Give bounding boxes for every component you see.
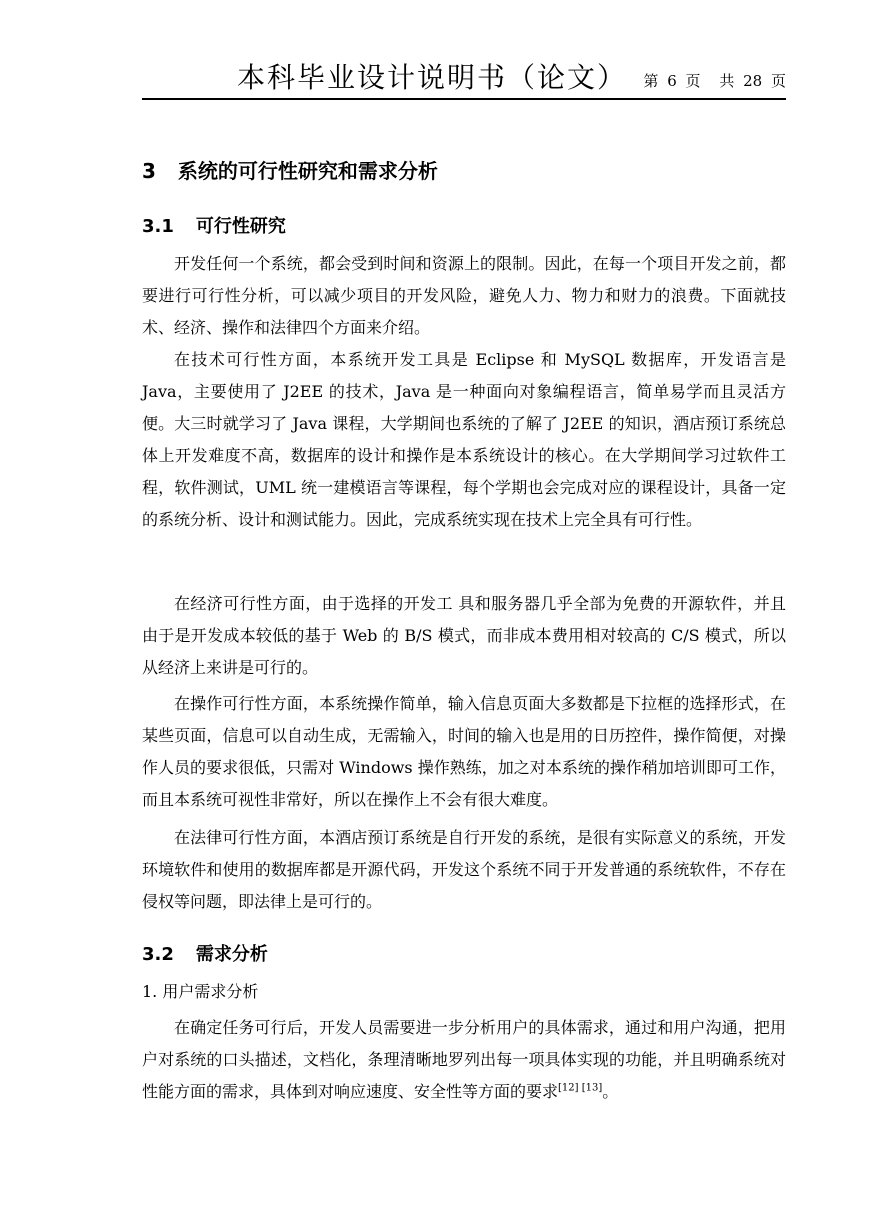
header-divider <box>142 98 786 100</box>
paragraph-intro: 开发任何一个系统，都会受到时间和资源上的限制。因此，在每一个项目开发之前，都要进行可行性分析，可以减少项目的开发风险，避免人力、物力和财力的浪费。下面就技术、经济、操作和法律四个方面来介绍。 <box>142 254 786 337</box>
page-unit: 页 <box>685 72 701 90</box>
section-number: 3.2 <box>142 944 174 965</box>
chapter-title: 系统的可行性研究和需求分析 <box>177 159 438 183</box>
citation-ref: [12] [13] <box>558 1082 603 1094</box>
page-prefix: 第 <box>643 72 659 90</box>
section-number: 3.1 <box>142 216 174 237</box>
section-heading-3-2 <box>142 940 268 966</box>
total-unit: 页 <box>770 72 786 90</box>
paragraph-operational: 在操作可行性方面，本系统操作简单，输入信息页面大多数都是下拉框的选择形式，在某些页面，信息可以自动生成，无需输入，时间的输入也是用的日历控件，操作简便，对操作人员的要求很低，只需对 Windows 操作熟练，加之对本系统的操作稍加培训即可工作，而且本系统可视性非常好，所以在操作上不会有很大难度。 <box>142 694 786 809</box>
paragraph-legal: 在法律可行性方面，本酒店预订系统是自行开发的系统，是很有实际意义的系统，开发环境软件和使用的数据库都是开源代码，开发这个系统不同于开发普通的系统软件，不存在侵权等问题，即法律上是可行的。 <box>142 828 786 911</box>
page-header <box>142 60 786 98</box>
chapter-heading <box>142 155 438 184</box>
section-title: 可行性研究 <box>195 216 286 237</box>
requirements-text: 在确定任务可行后，开发人员需要进一步分析用户的具体需求，通过和用户沟通，把用户对系统的口头描述，文档化，条理清晰地罗列出每一项具体实现的功能，并且明确系统对性能方面的需求，具体到对响应速度、安全性等方面的要求 <box>142 1018 786 1101</box>
page-number-info <box>643 70 786 91</box>
page-current: 6 <box>667 72 677 90</box>
section-title: 需求分析 <box>195 944 268 965</box>
requirements-end: 。 <box>602 1082 619 1101</box>
paragraph-technical: 在技术可行性方面，本系统开发工具是 Eclipse 和 MySQL 数据库，开发语言是 Java，主要使用了 J2EE 的技术，Java 是一种面向对象编程语言，简单易学而且灵活方便。大三时就学习了 Java 课程，大学期间也系统的了解了 J2EE 的知识，酒店预订系统总体上开发难度不高，数据库的设计和操作是本系统设计的核心。在大学期间学习过软件工程，软件测试，UML 统一建模语言等课程，每个学期也会完成对应的课程设计，具备一定的系统分析、设计和测试能力。因此，完成系统实现在技术上完全具有可行性。 <box>142 350 786 529</box>
paragraph-requirements <box>142 1012 786 1108</box>
thesis-header-title: 本科毕业设计说明书（论文） <box>237 61 628 94</box>
paragraph-economic: 在经济可行性方面，由于选择的开发工 具和服务器几乎全部为免费的开源软件，并且由于是开发成本较低的基于 Web 的 B/S 模式，而非成本费用相对较高的 C/S 模式，所以从经济上来讲是可行的。 <box>142 594 786 677</box>
section-heading-3-1 <box>142 212 286 238</box>
chapter-number: 3 <box>142 159 156 183</box>
subheading-user-requirements: 1. 用户需求分析 <box>142 982 259 1001</box>
page-total: 28 <box>743 72 763 90</box>
total-prefix: 共 <box>719 72 735 90</box>
